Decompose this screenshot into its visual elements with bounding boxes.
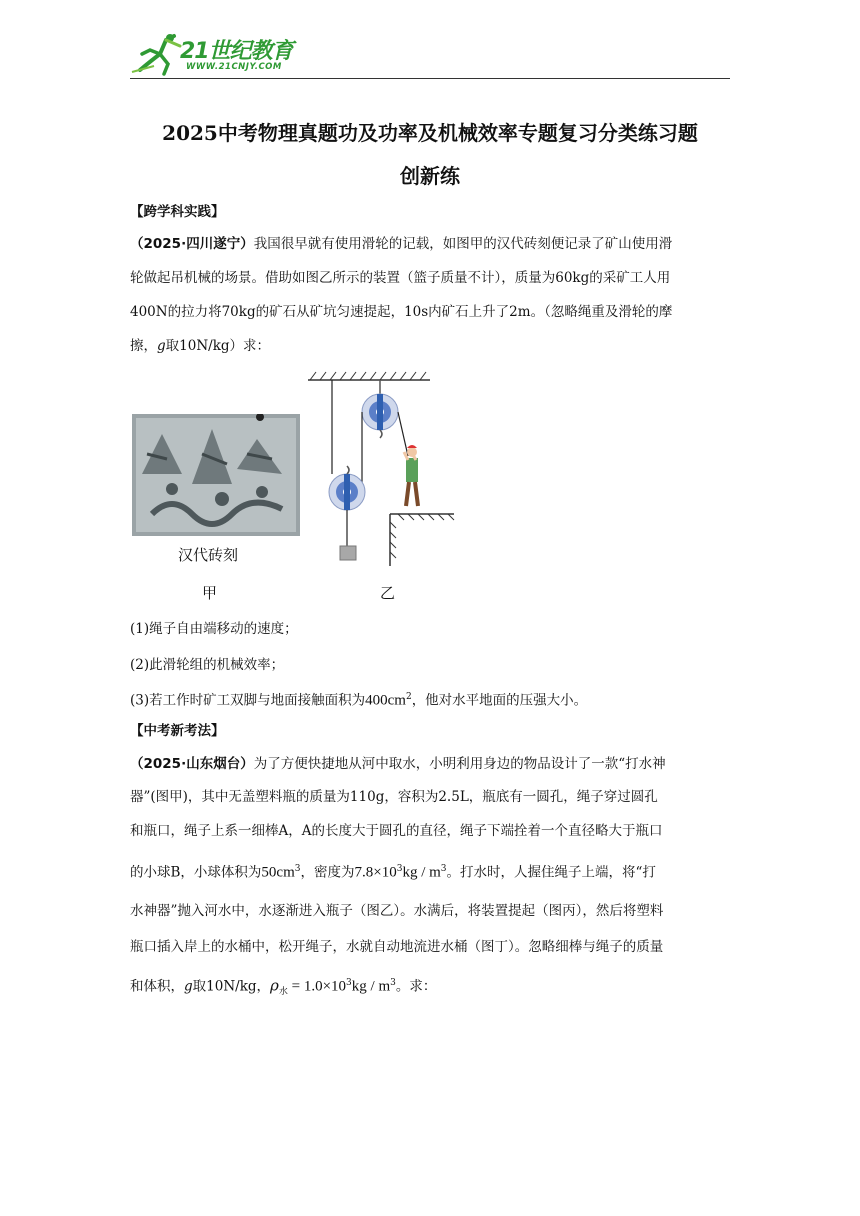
problem1-line1: （2025·四川遂宁）我国很早就有使用滑轮的记载，如图甲的汉代砖刻便记录了矿山使用滑 — [130, 236, 673, 252]
question-2: (2)此滑轮组的机械效率； — [130, 657, 285, 673]
logo-url: WWW.21CNJY.COM — [186, 62, 282, 72]
problem1-line2: 轮做起吊机械的场景。借助如图乙所示的装置（篮子质量不计），质量为60kg的采矿工人用 — [130, 270, 671, 286]
site-header — [130, 28, 730, 80]
pulley-system-diagram — [300, 366, 460, 566]
question-3: (3)若工作时矿工双脚与地面接触面积为$400cm^2$，他对水平地面的压强大小。 — [130, 692, 588, 709]
logo-text: 21世纪教育 — [180, 39, 293, 64]
problem1-source: （2025·四川遂宁） — [130, 236, 254, 252]
problem2-line2: 器”(图甲)，其中无盖塑料瓶的质量为110g，容积为2.5L，瓶底有一圆孔，绳子穿过圆孔 — [130, 789, 658, 805]
section-heading-new-method: 【中考新考法】 — [130, 723, 225, 739]
document-subtitle: 创新练 — [400, 164, 460, 188]
section-heading-interdisciplinary: 【跨学科实践】 — [130, 204, 225, 220]
figure-b-label: 乙 — [380, 584, 396, 602]
problem2-source: （2025·山东烟台） — [130, 756, 254, 772]
figure-a-caption: 汉代砖刻 — [178, 546, 239, 564]
runner-logo-icon — [130, 30, 186, 76]
han-brick-carving-image — [132, 414, 300, 536]
problem1-line4: 擦，g取10N/kg）求： — [130, 338, 271, 354]
problem2-line1: （2025·山东烟台）为了方便快捷地从河中取水，小明利用身边的物品设计了一款“打水神 — [130, 756, 666, 772]
header-divider — [130, 78, 730, 79]
document-title: 2025中考物理真题功及功率及机械效率专题复习分类练习题 — [162, 121, 698, 145]
problem2-line6: 瓶口插入岸上的水桶中，松开绳子，水就自动地流进水桶（图丁）。忽略细棒与绳子的质量 — [130, 939, 664, 955]
problem2-line5: 水神器”抛入河水中，水逐渐进入瓶子（图乙）。水满后，将装置提起（图丙），然后将塑料 — [130, 903, 664, 919]
problem1-line3: 400N的拉力将70kg的矿石从矿坑匀速提起，10s内矿石上升了2m。（忽略绳重及滑轮的摩 — [130, 304, 673, 320]
problem2-line3: 和瓶口，绳子上系一细棒A，A的长度大于圆孔的直径，绳子下端拴着一个直径略大于瓶口 — [130, 823, 663, 839]
figure-a-label: 甲 — [202, 584, 218, 602]
problem2-line4: 的小球B，小球体积为$50cm^3$，密度为$7.8\times 10^3kg / m^3$。打水时，人握住绳子上端，将“打 — [130, 864, 656, 881]
problem2-line7: 和体积，g取10N/kg，$\rho_水 = 1.0\times 10^3kg / m^3$。求： — [130, 976, 437, 998]
question-1: (1)绳子自由端移动的速度； — [130, 621, 298, 637]
